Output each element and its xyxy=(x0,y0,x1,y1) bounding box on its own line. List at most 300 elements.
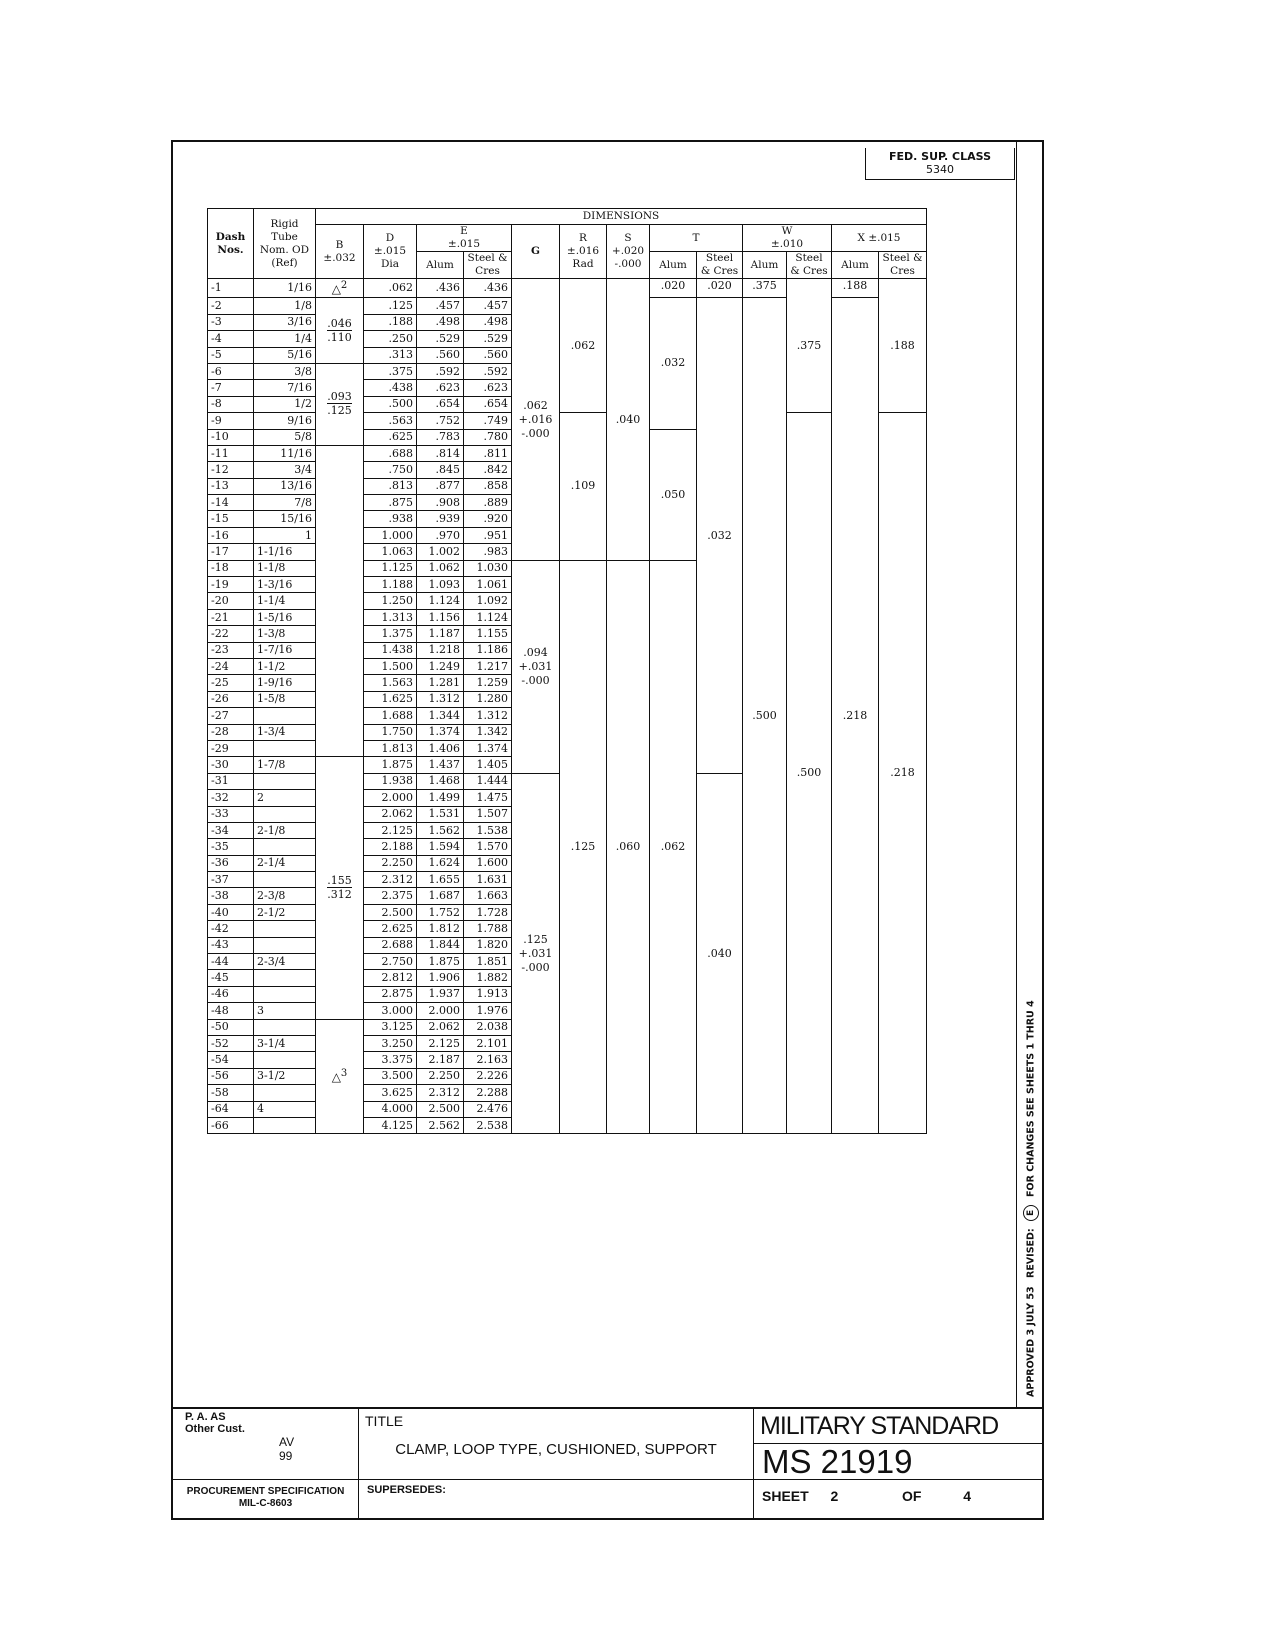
t-alum-cell: .032 xyxy=(650,298,697,429)
dash-number: -3 xyxy=(208,314,254,330)
e-alum: 1.187 xyxy=(417,626,464,642)
d-dia: 4.000 xyxy=(364,1101,417,1117)
rigid-tube-od: 1/2 xyxy=(254,396,316,412)
rigid-tube-od: 2-3/8 xyxy=(254,888,316,904)
fed-sup-class-label: FED. SUP. CLASS xyxy=(888,150,992,163)
col-t-header: T xyxy=(650,225,743,252)
e-alum: .814 xyxy=(417,445,464,461)
e-steel: 1.155 xyxy=(464,626,512,642)
dash-number: -4 xyxy=(208,331,254,347)
dash-number: -9 xyxy=(208,413,254,429)
e-steel: 1.280 xyxy=(464,691,512,707)
e-alum: 1.624 xyxy=(417,855,464,871)
d-dia: 2.000 xyxy=(364,790,417,806)
rigid-tube-od: 3-1/4 xyxy=(254,1035,316,1051)
d-dia: 1.938 xyxy=(364,773,417,789)
d-dia: 1.250 xyxy=(364,593,417,609)
procurement-cell xyxy=(173,1479,359,1520)
title-label: TITLE xyxy=(365,1413,404,1429)
d-dia: .250 xyxy=(364,331,417,347)
rigid-tube-od: 1/4 xyxy=(254,331,316,347)
col-dash-header: Dash Nos. xyxy=(208,209,254,279)
w-alum-cell: .500 xyxy=(743,298,787,1134)
d-dia: 2.062 xyxy=(364,806,417,822)
rigid-tube-od: 2-3/4 xyxy=(254,954,316,970)
d-dia: 2.750 xyxy=(364,954,417,970)
d-dia: 1.000 xyxy=(364,527,417,543)
e-steel: 1.728 xyxy=(464,904,512,920)
num99-value: 99 xyxy=(279,1449,293,1463)
e-steel: 1.851 xyxy=(464,954,512,970)
rigid-tube-od xyxy=(254,921,316,937)
d-dia: .813 xyxy=(364,478,417,494)
e-steel: .951 xyxy=(464,527,512,543)
dash-number: -19 xyxy=(208,577,254,593)
revision-letter-badge: E xyxy=(1023,1205,1039,1221)
t-steel-cell: .040 xyxy=(697,773,743,1134)
d-dia: .313 xyxy=(364,347,417,363)
d-dia: 4.125 xyxy=(364,1117,417,1133)
d-dia: 1.063 xyxy=(364,544,417,560)
b-dimension-cell xyxy=(316,1019,364,1134)
d-dia: .625 xyxy=(364,429,417,445)
dimensions-header: DIMENSIONS xyxy=(316,209,927,225)
d-dia: .125 xyxy=(364,298,417,314)
s-dimension-cell: .060 xyxy=(607,560,650,1134)
e-steel: .749 xyxy=(464,413,512,429)
e-alum: 1.281 xyxy=(417,675,464,691)
e-steel: .560 xyxy=(464,347,512,363)
d-dia: 3.375 xyxy=(364,1052,417,1068)
d-dia: .750 xyxy=(364,462,417,478)
g-dimension-cell: .062 +.016 -.000 xyxy=(512,279,560,560)
e-alum: 1.344 xyxy=(417,708,464,724)
dash-number: -56 xyxy=(208,1068,254,1084)
e-alum: 1.752 xyxy=(417,904,464,920)
e-alum: 2.187 xyxy=(417,1052,464,1068)
other-cust-label: Other Cust. xyxy=(185,1423,245,1435)
d-dia: 2.125 xyxy=(364,822,417,838)
ms-number: MS 21919 xyxy=(754,1443,1042,1479)
d-dia: 1.500 xyxy=(364,658,417,674)
dash-number: -17 xyxy=(208,544,254,560)
e-steel: 1.374 xyxy=(464,740,512,756)
e-steel: .811 xyxy=(464,445,512,461)
dash-number: -34 xyxy=(208,822,254,838)
d-dia: 1.188 xyxy=(364,577,417,593)
rigid-tube-od: 5/8 xyxy=(254,429,316,445)
e-steel: 1.570 xyxy=(464,839,512,855)
note-2-triangle-icon: △$^2$ xyxy=(331,280,348,297)
e-steel: 1.538 xyxy=(464,822,512,838)
d-dia: 1.750 xyxy=(364,724,417,740)
dash-number: -33 xyxy=(208,806,254,822)
d-dia: .438 xyxy=(364,380,417,396)
rigid-tube-od: 3 xyxy=(254,1003,316,1019)
dash-number: -14 xyxy=(208,495,254,511)
e-steel: 2.163 xyxy=(464,1052,512,1068)
d-dia: .875 xyxy=(364,495,417,511)
drawing-sheet xyxy=(171,140,1044,1520)
d-dia: .500 xyxy=(364,396,417,412)
dash-number: -24 xyxy=(208,658,254,674)
e-alum: 1.937 xyxy=(417,986,464,1002)
r-dimension-cell: .062 xyxy=(560,279,607,413)
dash-number: -18 xyxy=(208,560,254,576)
e-alum: 1.249 xyxy=(417,658,464,674)
dash-number: -37 xyxy=(208,872,254,888)
t-alum-cell: .020 xyxy=(650,279,697,298)
rigid-tube-od xyxy=(254,970,316,986)
col-d-header: D ±.015 Dia xyxy=(364,225,417,279)
dash-number: -13 xyxy=(208,478,254,494)
e-alum: .654 xyxy=(417,396,464,412)
e-alum: 1.906 xyxy=(417,970,464,986)
dash-number: -28 xyxy=(208,724,254,740)
d-dia: 3.250 xyxy=(364,1035,417,1051)
w-steel-cell: .500 xyxy=(787,413,832,1134)
rigid-tube-od: 1-3/8 xyxy=(254,626,316,642)
d-dia: 1.688 xyxy=(364,708,417,724)
d-dia: 1.563 xyxy=(364,675,417,691)
x-steel-cell: .218 xyxy=(879,413,927,1134)
e-alum: 2.062 xyxy=(417,1019,464,1035)
d-dia: 1.375 xyxy=(364,626,417,642)
d-dia: 1.438 xyxy=(364,642,417,658)
e-steel: 1.882 xyxy=(464,970,512,986)
e-alum: .623 xyxy=(417,380,464,396)
e-steel: .842 xyxy=(464,462,512,478)
e-steel: 1.475 xyxy=(464,790,512,806)
e-alum: 1.156 xyxy=(417,609,464,625)
d-dia: 3.625 xyxy=(364,1085,417,1101)
b-dimension-cell: $\frac{.046}{.110}$ xyxy=(316,298,364,364)
rigid-tube-od: 1-1/4 xyxy=(254,593,316,609)
fed-sup-class-value: 5340 xyxy=(926,163,954,176)
x-steel-header: Steel & Cres xyxy=(879,252,927,279)
w-alum-cell: .375 xyxy=(743,279,787,298)
note-3-triangle-icon: △$^3$ xyxy=(331,1068,348,1085)
e-steel: 2.476 xyxy=(464,1101,512,1117)
s-dimension-cell: .040 xyxy=(607,279,650,560)
dash-number: -64 xyxy=(208,1101,254,1117)
mil-spec-value: MIL-C-8603 xyxy=(238,1498,293,1509)
revision-note xyxy=(1021,857,1041,1397)
e-alum: 1.562 xyxy=(417,822,464,838)
e-alum: .436 xyxy=(417,279,464,298)
rigid-tube-od: 2 xyxy=(254,790,316,806)
b-dimension-cell xyxy=(316,445,364,756)
e-steel: .654 xyxy=(464,396,512,412)
e-steel-header: Steel & Cres xyxy=(464,252,512,279)
e-alum: 1.812 xyxy=(417,921,464,937)
rigid-tube-od: 1/8 xyxy=(254,298,316,314)
e-alum: 1.002 xyxy=(417,544,464,560)
rigid-tube-od: 1-3/4 xyxy=(254,724,316,740)
e-alum: .970 xyxy=(417,527,464,543)
e-alum: 1.594 xyxy=(417,839,464,855)
e-alum: 2.125 xyxy=(417,1035,464,1051)
e-steel: 1.631 xyxy=(464,872,512,888)
of-label: OF xyxy=(902,1488,922,1504)
dash-number: -38 xyxy=(208,888,254,904)
e-alum: 2.312 xyxy=(417,1085,464,1101)
d-dia: 2.375 xyxy=(364,888,417,904)
col-b-header: B ±.032 xyxy=(316,225,364,279)
e-steel: .457 xyxy=(464,298,512,314)
w-alum-header: Alum xyxy=(743,252,787,279)
e-steel: 2.038 xyxy=(464,1019,512,1035)
d-dia: .688 xyxy=(364,445,417,461)
dash-number: -46 xyxy=(208,986,254,1002)
r-dimension-cell: .109 xyxy=(560,413,607,561)
e-alum: 1.093 xyxy=(417,577,464,593)
e-alum: .877 xyxy=(417,478,464,494)
d-dia: 2.812 xyxy=(364,970,417,986)
t-alum-cell: .062 xyxy=(650,560,697,1134)
dash-number: -11 xyxy=(208,445,254,461)
e-steel: 1.663 xyxy=(464,888,512,904)
e-alum: .783 xyxy=(417,429,464,445)
dash-number: -7 xyxy=(208,380,254,396)
dash-number: -36 xyxy=(208,855,254,871)
rigid-tube-od xyxy=(254,1085,316,1101)
rigid-tube-od: 1-1/2 xyxy=(254,658,316,674)
d-dia: .938 xyxy=(364,511,417,527)
table-row xyxy=(208,413,927,429)
e-steel: 1.976 xyxy=(464,1003,512,1019)
rigid-tube-od: 7/16 xyxy=(254,380,316,396)
e-alum-header: Alum xyxy=(417,252,464,279)
b-dimension-cell: $\frac{.093}{.125}$ xyxy=(316,363,364,445)
x-alum-cell: .188 xyxy=(832,279,879,298)
e-alum: .908 xyxy=(417,495,464,511)
e-alum: .560 xyxy=(417,347,464,363)
dash-number: -54 xyxy=(208,1052,254,1068)
dash-number: -5 xyxy=(208,347,254,363)
x-alum-cell: .218 xyxy=(832,298,879,1134)
document-title: CLAMP, LOOP TYPE, CUSHIONED, SUPPORT xyxy=(395,1441,717,1458)
col-g-header: G xyxy=(512,225,560,279)
rigid-tube-od: 1-7/8 xyxy=(254,757,316,773)
dash-number: -25 xyxy=(208,675,254,691)
col-r-header: R ±.016 Rad xyxy=(560,225,607,279)
e-steel: .592 xyxy=(464,363,512,379)
e-alum: 1.844 xyxy=(417,937,464,953)
rigid-tube-od: 2-1/2 xyxy=(254,904,316,920)
e-steel: 1.061 xyxy=(464,577,512,593)
rigid-tube-od: 1-1/16 xyxy=(254,544,316,560)
e-alum: 1.374 xyxy=(417,724,464,740)
d-dia: 1.813 xyxy=(364,740,417,756)
d-dia: 2.312 xyxy=(364,872,417,888)
e-steel: .623 xyxy=(464,380,512,396)
dash-number: -27 xyxy=(208,708,254,724)
dash-number: -6 xyxy=(208,363,254,379)
d-dia: 1.313 xyxy=(364,609,417,625)
dash-number: -30 xyxy=(208,757,254,773)
dash-number: -16 xyxy=(208,527,254,543)
t-alum-cell: .050 xyxy=(650,429,697,560)
g-dimension-cell: .094 +.031 -.000 xyxy=(512,560,560,773)
d-dia: 3.000 xyxy=(364,1003,417,1019)
rigid-tube-od: 3/16 xyxy=(254,314,316,330)
sheet-total: 4 xyxy=(963,1488,972,1504)
dash-number: -26 xyxy=(208,691,254,707)
e-steel: 1.788 xyxy=(464,921,512,937)
d-dia: 2.250 xyxy=(364,855,417,871)
d-dia: .062 xyxy=(364,279,417,298)
dash-number: -2 xyxy=(208,298,254,314)
rigid-tube-od: 1-3/16 xyxy=(254,577,316,593)
e-steel: .529 xyxy=(464,331,512,347)
w-steel-cell: .375 xyxy=(787,279,832,413)
changes-note: FOR CHANGES SEE SHEETS 1 THRU 4 xyxy=(1025,999,1037,1197)
e-steel: 2.101 xyxy=(464,1035,512,1051)
rigid-tube-od: 1-1/8 xyxy=(254,560,316,576)
r-dimension-cell: .125 xyxy=(560,560,607,1134)
rigid-tube-od: 13/16 xyxy=(254,478,316,494)
d-dia: .188 xyxy=(364,314,417,330)
revised-label: REVISED: xyxy=(1025,1228,1037,1279)
rigid-tube-od: 2-1/4 xyxy=(254,855,316,871)
rigid-tube-od: 1-5/8 xyxy=(254,691,316,707)
e-alum: 1.531 xyxy=(417,806,464,822)
dash-number: -8 xyxy=(208,396,254,412)
e-steel: .858 xyxy=(464,478,512,494)
d-dia: 1.625 xyxy=(364,691,417,707)
b-dimension-cell xyxy=(316,279,364,298)
e-steel: 1.820 xyxy=(464,937,512,953)
e-steel: .889 xyxy=(464,495,512,511)
dash-number: -45 xyxy=(208,970,254,986)
e-steel: 1.405 xyxy=(464,757,512,773)
dash-number: -20 xyxy=(208,593,254,609)
d-dia: 2.625 xyxy=(364,921,417,937)
col-x-header: X ±.015 xyxy=(832,225,927,252)
e-alum: 1.437 xyxy=(417,757,464,773)
dash-number: -22 xyxy=(208,626,254,642)
rigid-tube-od xyxy=(254,806,316,822)
col-s-header: S +.020 -.000 xyxy=(607,225,650,279)
dash-number: -44 xyxy=(208,954,254,970)
proc-spec-label: PROCUREMENT SPECIFICATION xyxy=(186,1486,345,1497)
dash-number: -35 xyxy=(208,839,254,855)
e-alum: 1.218 xyxy=(417,642,464,658)
e-steel: .920 xyxy=(464,511,512,527)
e-alum: .752 xyxy=(417,413,464,429)
e-steel: .498 xyxy=(464,314,512,330)
dash-number: -10 xyxy=(208,429,254,445)
t-steel-cell: .032 xyxy=(697,298,743,773)
e-alum: .529 xyxy=(417,331,464,347)
d-dia: 3.500 xyxy=(364,1068,417,1084)
e-alum: .845 xyxy=(417,462,464,478)
rigid-tube-od xyxy=(254,1117,316,1133)
col-rigid-header: Rigid Tube Nom. OD (Ref) xyxy=(254,209,316,279)
col-w-header: W ±.010 xyxy=(743,225,832,252)
t-steel-header: Steel & Cres xyxy=(697,252,743,279)
t-alum-header: Alum xyxy=(650,252,697,279)
e-steel: .436 xyxy=(464,279,512,298)
dash-number: -23 xyxy=(208,642,254,658)
dash-number: -43 xyxy=(208,937,254,953)
dimensions-table xyxy=(207,208,927,1134)
e-alum: 1.655 xyxy=(417,872,464,888)
av-value: AV xyxy=(279,1435,295,1449)
sheet-cell xyxy=(754,1479,1042,1520)
dash-number: -29 xyxy=(208,740,254,756)
e-alum: .592 xyxy=(417,363,464,379)
e-alum: 1.875 xyxy=(417,954,464,970)
rigid-tube-od xyxy=(254,1019,316,1035)
d-dia: 2.688 xyxy=(364,937,417,953)
e-steel: 1.913 xyxy=(464,986,512,1002)
rigid-tube-od xyxy=(254,872,316,888)
pa-label: P. A. AS xyxy=(185,1411,226,1423)
e-alum: 2.250 xyxy=(417,1068,464,1084)
table-row xyxy=(208,279,927,298)
e-steel: 1.259 xyxy=(464,675,512,691)
e-steel: 1.507 xyxy=(464,806,512,822)
rigid-tube-od: 7/8 xyxy=(254,495,316,511)
e-alum: 2.000 xyxy=(417,1003,464,1019)
dash-number: -42 xyxy=(208,921,254,937)
b-dimension-cell: $\frac{.155}{.312}$ xyxy=(316,757,364,1019)
sheet-label: SHEET xyxy=(762,1488,809,1504)
e-alum: 2.500 xyxy=(417,1101,464,1117)
rigid-tube-od: 4 xyxy=(254,1101,316,1117)
rigid-tube-od xyxy=(254,740,316,756)
e-steel: 2.288 xyxy=(464,1085,512,1101)
e-alum: 1.468 xyxy=(417,773,464,789)
dash-number: -40 xyxy=(208,904,254,920)
dash-number: -50 xyxy=(208,1019,254,1035)
d-dia: 1.875 xyxy=(364,757,417,773)
rigid-tube-od: 3-1/2 xyxy=(254,1068,316,1084)
rigid-tube-od: 1-5/16 xyxy=(254,609,316,625)
e-alum: .457 xyxy=(417,298,464,314)
d-dia: .375 xyxy=(364,363,417,379)
rigid-tube-od: 2-1/8 xyxy=(254,822,316,838)
e-steel: 1.124 xyxy=(464,609,512,625)
e-steel: 1.186 xyxy=(464,642,512,658)
d-dia: 1.125 xyxy=(364,560,417,576)
title-cell xyxy=(359,1409,754,1479)
x-steel-cell: .188 xyxy=(879,279,927,413)
rigid-tube-od: 1/16 xyxy=(254,279,316,298)
d-dia: 2.500 xyxy=(364,904,417,920)
e-alum: 1.124 xyxy=(417,593,464,609)
rigid-tube-od: 15/16 xyxy=(254,511,316,527)
e-steel: 1.217 xyxy=(464,658,512,674)
dash-number: -58 xyxy=(208,1085,254,1101)
dash-number: -15 xyxy=(208,511,254,527)
e-steel: .983 xyxy=(464,544,512,560)
e-alum: .498 xyxy=(417,314,464,330)
e-steel: 1.444 xyxy=(464,773,512,789)
revision-sidebar xyxy=(1016,142,1044,1407)
rigid-tube-od: 11/16 xyxy=(254,445,316,461)
dash-number: -52 xyxy=(208,1035,254,1051)
x-alum-header: Alum xyxy=(832,252,879,279)
rigid-tube-od xyxy=(254,773,316,789)
e-alum: 2.562 xyxy=(417,1117,464,1133)
e-steel: 1.342 xyxy=(464,724,512,740)
g-dimension-cell: .125 +.031 -.000 xyxy=(512,773,560,1134)
d-dia: 2.875 xyxy=(364,986,417,1002)
e-alum: 1.687 xyxy=(417,888,464,904)
